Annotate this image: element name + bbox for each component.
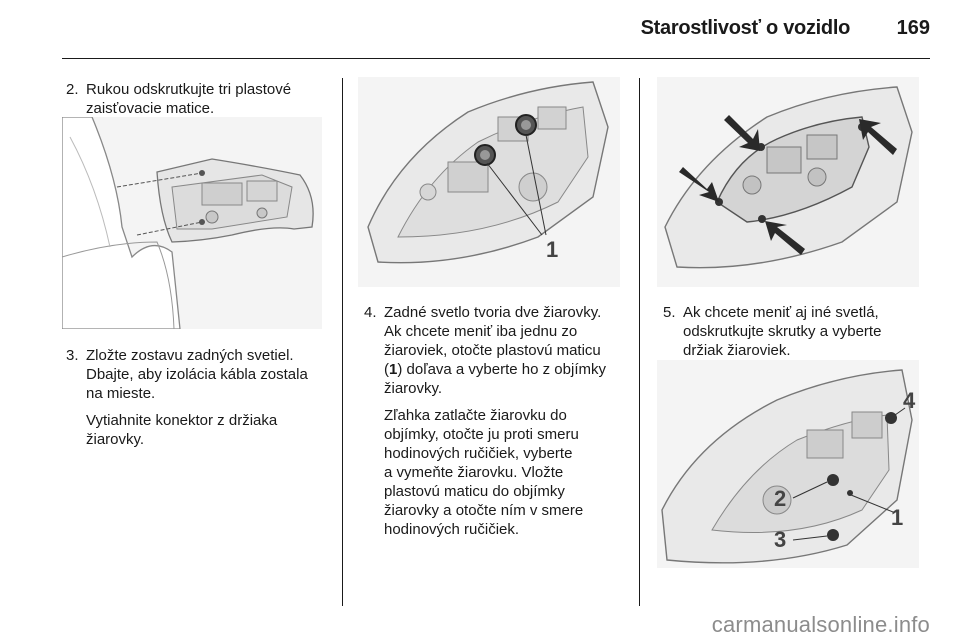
step-3-line-5: žiarovky.	[86, 431, 145, 448]
step-3-line-2: Dbajte, aby izolácia kábla zostala	[86, 366, 308, 383]
figure-4-callout-4: 4	[903, 388, 916, 413]
step-4	[364, 303, 634, 547]
step-4-line-7: objímky, otočte ju proti smeru	[384, 426, 579, 443]
step-4-line-5: žiarovky.	[384, 380, 443, 397]
figure-screw-arrows	[657, 77, 919, 287]
watermark-text: carmanualsonline.info	[711, 612, 930, 637]
step-5-line-2: odskrutkujte skrutky a vyberte	[683, 323, 882, 340]
figure-2-callout-1: 1	[546, 237, 559, 262]
figure-4-callout-2: 2	[774, 486, 787, 511]
step-5-number: 5.	[663, 304, 676, 321]
step-2-line-2: zaisťovacie matice.	[86, 100, 215, 117]
step-2-number: 2.	[66, 81, 79, 98]
figure-4-callout-1: 1	[891, 505, 904, 530]
step-4-number: 4.	[364, 304, 377, 321]
step-3-line-4: Vytiahnite konektor z držiaka	[86, 412, 278, 429]
step-4-line-2: Ak chcete meniť iba jednu zo	[384, 323, 578, 340]
step-3-paragraph-2	[86, 411, 338, 449]
page-title: Starostlivosť o vozidlo	[640, 17, 850, 39]
step-4-line-4: ) doľava a vyberte ho z objímky	[397, 361, 606, 378]
figure-bulb-holder	[657, 360, 919, 568]
step-4-line-10: plastovú maticu do objímky	[384, 483, 565, 500]
step-4-line-1: Zadné svetlo tvoria dve žiarovky.	[384, 304, 602, 321]
step-4-line-11: žiarovky a otočte ním v smere	[384, 502, 584, 519]
step-4-line-6: Zľahka zatlačte žiarovku do	[384, 407, 567, 424]
step-2-line-1: Rukou odskrutkujte tri plastové	[86, 81, 292, 98]
figure-4-callout-3: 3	[774, 527, 787, 552]
step-3-line-1: Zložte zostavu zadných svetiel.	[86, 347, 294, 364]
step-5-paragraph-1	[683, 303, 928, 360]
step-4-line-12: hodinových ručičiek.	[384, 521, 520, 538]
step-4-paragraph-2	[384, 406, 634, 539]
step-4-paragraph-1	[384, 303, 634, 398]
step-2	[66, 80, 336, 118]
column-divider-1	[342, 78, 343, 606]
step-3-paragraph-1	[86, 346, 338, 403]
step-4-paren-open: (	[384, 361, 389, 378]
step-5-line-3: držiak žiaroviek.	[683, 342, 791, 359]
step-5	[663, 303, 928, 368]
page-number: 169	[896, 17, 930, 39]
step-4-line-8: hodinových ručičiek, vyberte	[384, 445, 573, 462]
step-4-line-9: a vymeňte žiarovku. Vložte	[384, 464, 564, 481]
step-4-ref-1: 1	[389, 361, 398, 378]
step-3-line-3: na mieste.	[86, 385, 156, 402]
step-5-line-1: Ak chcete meniť aj iné svetlá,	[683, 304, 879, 321]
figure-bulb-sockets	[358, 77, 620, 287]
figure-lamp-removal	[62, 117, 322, 329]
column-divider-2	[639, 78, 640, 606]
step-3-number: 3.	[66, 347, 79, 364]
header-divider	[62, 58, 930, 59]
step-3	[66, 346, 338, 457]
step-4-line-3: žiaroviek, otočte plastovú maticu	[384, 342, 601, 359]
